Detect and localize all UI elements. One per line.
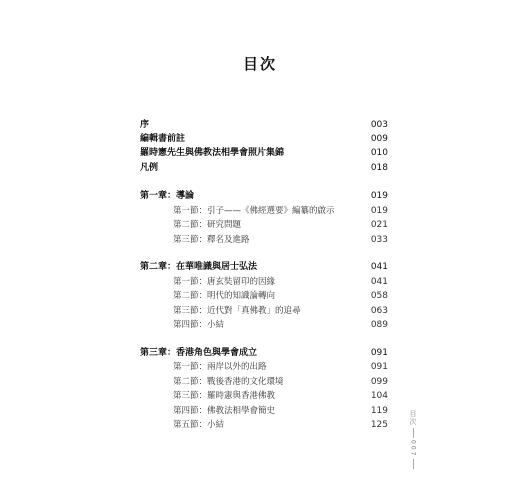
section-page: 099 (370, 377, 388, 387)
toc-section[interactable] (140, 404, 388, 418)
page-number: 007 (409, 440, 417, 458)
section-page: 033 (370, 235, 388, 245)
running-head-divider (413, 428, 414, 438)
section-page: 063 (370, 306, 388, 316)
section-label: 第三節：近代對「真佛教」的追尋 (173, 306, 301, 316)
section-label: 第二節：研究問題 (173, 220, 242, 230)
toc-section[interactable] (140, 304, 388, 318)
toc-entry-page: 018 (370, 163, 388, 173)
toc-entry-label: 編輯書前註 (140, 134, 186, 144)
running-head-text: 目次 (409, 410, 417, 426)
section-label: 第二節：戰後香港的文化環境 (173, 377, 284, 387)
running-head (407, 410, 419, 471)
toc-entry-front-3[interactable] (140, 161, 388, 175)
section-page: 104 (370, 391, 388, 401)
section-page: 041 (370, 277, 388, 287)
toc-entry-front-1[interactable] (140, 132, 388, 146)
section-label: 第三節：羅時憲與香港佛教 (173, 391, 276, 401)
toc-entry-label: 凡例 (140, 163, 159, 173)
toc-entry-label: 序 (140, 120, 150, 130)
toc-entry-front-0[interactable] (140, 118, 388, 132)
section-page: 089 (370, 320, 388, 330)
toc-chapter-1[interactable] (140, 189, 388, 203)
section-label: 第一節：引子——《佛經選要》編纂的啟示 (173, 206, 335, 216)
toc-section[interactable] (140, 375, 388, 389)
page-title: 目次 (242, 55, 277, 73)
toc-entry-page: 009 (370, 134, 388, 144)
toc-section[interactable] (140, 360, 388, 374)
section-page: 125 (370, 420, 388, 430)
section-page: 021 (370, 220, 388, 230)
toc-section[interactable] (140, 275, 388, 289)
section-label: 第一節：唐玄奘留印的因緣 (173, 277, 276, 287)
section-label: 第四節：小結 (173, 320, 225, 330)
running-head-divider (413, 459, 414, 469)
chapter-page: 041 (370, 262, 388, 272)
toc-section[interactable] (140, 233, 388, 247)
section-label: 第二節：明代的知識論轉向 (173, 291, 276, 301)
chapter-label: 第三章：香港角色與學會成立 (140, 348, 258, 358)
section-page: 119 (370, 406, 388, 416)
toc-section[interactable] (140, 418, 388, 432)
toc-entry-page: 003 (370, 120, 388, 130)
toc-section[interactable] (140, 289, 388, 303)
toc-section[interactable] (140, 218, 388, 232)
chapter-page: 019 (370, 191, 388, 201)
toc-entry-label: 羅時憲先生與佛教法相學會照片集錦 (140, 148, 285, 158)
section-label: 第四節：佛教法相學會簡史 (173, 406, 276, 416)
section-page: 058 (370, 291, 388, 301)
toc-chapter-2[interactable] (140, 260, 388, 274)
toc-section[interactable] (140, 389, 388, 403)
chapter-label: 第二章：在華唯識與居士弘法 (140, 262, 258, 272)
section-label: 第五節：小結 (173, 420, 225, 430)
toc-section[interactable] (140, 318, 388, 332)
toc-entry-front-2[interactable] (140, 146, 388, 160)
chapter-page: 091 (370, 348, 388, 358)
section-label: 第三節：釋名及進路 (173, 235, 250, 245)
toc-chapter-3[interactable] (140, 346, 388, 360)
section-label: 第一節：兩岸以外的出路 (173, 362, 267, 372)
section-page: 019 (370, 206, 388, 216)
section-page: 091 (370, 362, 388, 372)
toc-section[interactable] (140, 204, 388, 218)
chapter-label: 第一章：導論 (140, 191, 195, 201)
toc-entry-page: 010 (370, 148, 388, 158)
